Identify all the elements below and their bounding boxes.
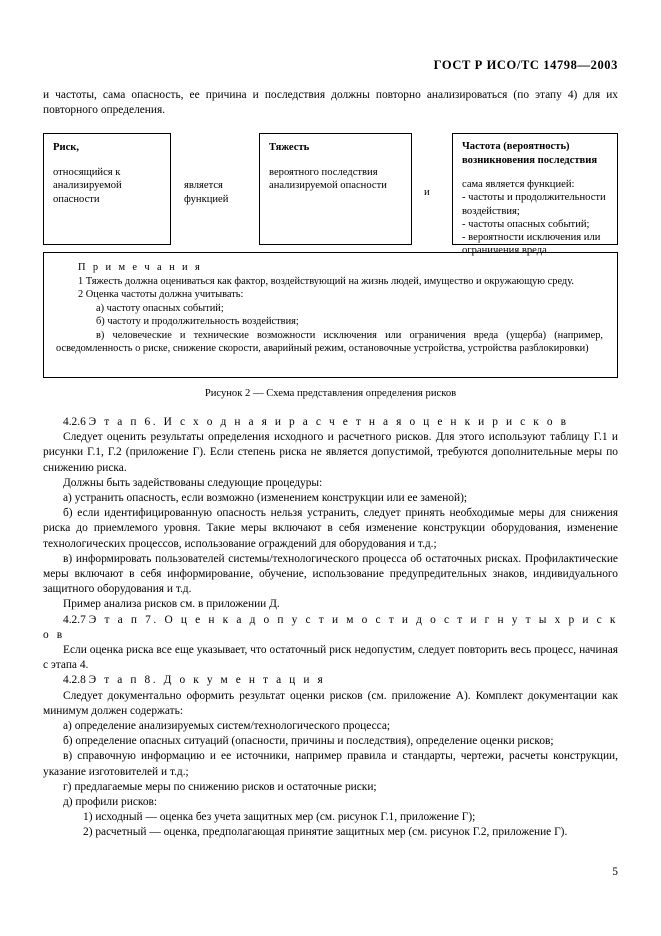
- diagram-box-severity-line-1: вероятного последствия: [269, 166, 378, 178]
- section-4-2-8-item-g: г) предлагаемые меры по снижению рисков и остаточные риски;: [63, 780, 377, 793]
- section-number-4-2-6: 4.2.6: [63, 416, 86, 428]
- section-4-2-6-paragraph-1: Следует оценить результаты определения исходного и расчетного рисков. Для этого используют таблицу Г.1 и рисунки Г.1, Г.2 (приложение Г). Если степень риска не является допустимой, требуются дополнительные меры по снижению риска.: [43, 431, 618, 474]
- section-4-2-8-subitem-2: 2) расчетный — оценка, предполагающая принятие защитных мер (см. рисунок Г.2, приложение Г).: [83, 826, 568, 839]
- diagram-box-risk-line-1: относящийся к: [53, 166, 121, 178]
- section-4-2-6-item-b: б) если идентифицированную опасность нельзя устранить, следует принять необходимые меры для снижения риска до приемлемого уровня. Такие меры включают в себя изменение конструкции оборудования, изменение технологических процессов, использование ограждений для оборудования и т.д.;: [43, 507, 618, 550]
- diagram-box-risk-line-2: анализируемой: [53, 180, 122, 192]
- note-2-item-v: в) человеческие и технические возможности исключения или ограничения вреда (ущерба) (например, осведомленность о риске, снижение скорости, аварийный режим, остановочные устройства, устройства разблокировки): [56, 329, 603, 354]
- figure-caption: Рисунок 2 — Схема представления определения рисков: [204, 388, 457, 399]
- section-heading-4-2-6: [43, 415, 618, 430]
- main-text-block: [43, 415, 618, 841]
- diagram-connector-line-1: является: [184, 180, 223, 191]
- diagram-connector-is-function: [184, 179, 254, 206]
- diagram-box-frequency: [452, 133, 618, 257]
- section-heading-4-2-8: [43, 673, 618, 688]
- section-4-2-6-paragraph-2: Должны быть задействованы следующие процедуры:: [63, 476, 323, 489]
- section-heading-4-2-7: [43, 613, 618, 643]
- page-number: 5: [612, 866, 618, 878]
- diagram-box-risk: [43, 133, 171, 245]
- diagram-box-frequency-line-1: сама является функцией:: [462, 179, 575, 191]
- note-1: 1 Тяжесть должна оцениваться как фактор, воздействующий на жизнь людей, имущество и окружающую среду.: [78, 275, 574, 287]
- section-4-2-6-item-a: а) устранить опасность, если возможно (изменением конструкции или ее заменой);: [63, 492, 468, 505]
- diagram-box-risk-line-3: опасности: [53, 193, 100, 205]
- diagram-box-frequency-line-3: воздействия;: [462, 205, 520, 217]
- note-2-item-b: б) частоту и продолжительность воздействия;: [96, 316, 299, 327]
- section-title-4-2-7: Э т а п 7. О ц е н к а д о п у с т и м о с т и д о с т и г н у т ы х р и с к о в: [43, 613, 618, 641]
- notes-title: П р и м е ч а н и я: [78, 262, 203, 273]
- note-2-lead: 2 Оценка частоты должна учитывать:: [78, 289, 244, 300]
- section-4-2-6-paragraph-3: Пример анализа рисков см. в приложении Д.: [63, 598, 280, 611]
- diagram-box-frequency-line-6: ограничения вреда: [462, 245, 547, 257]
- diagram-box-severity-line-2: анализируемой опасности: [269, 180, 387, 192]
- diagram-box-severity: [259, 133, 412, 245]
- section-title-4-2-6: Э т а п 6. И с х о д н а я и р а с ч е т н а я о ц е н к и р и с к о в: [88, 416, 569, 428]
- section-4-2-7-paragraph-1: Если оценка риска все еще указывает, что остаточный риск недопустим, следует повторить весь процесс, начиная с этапа 4.: [43, 644, 618, 672]
- diagram-connector-and: [424, 186, 446, 200]
- diagram-box-severity-title: Тяжесть: [269, 142, 310, 153]
- running-head: ГОСТ Р ИСО/ТС 14798—2003: [433, 58, 618, 72]
- section-4-2-6-item-v: в) информировать пользователей системы/технологического процесса об остаточных рисках. Профилактические меры включают в себя информирование, обучение, использование предупредительных знаков, индивидуального защитного оборудования и т.д.: [43, 552, 618, 596]
- notes-frame: [43, 252, 618, 378]
- diagram-box-risk-title: Риск,: [53, 142, 80, 153]
- section-4-2-8-paragraph-1: Следует документально оформить результат оценки рисков (см. приложение А). Комплект документации как минимум должен содержать:: [43, 689, 618, 717]
- diagram-box-frequency-title-2: возникновения последствия: [462, 154, 598, 166]
- section-4-2-8-item-b: б) определение опасных ситуаций (опасности, причины и последствия), определение оценки рисков;: [63, 735, 554, 748]
- section-title-4-2-8: Э т а п 8. Д о к у м е н т а ц и я: [88, 674, 326, 687]
- diagram-box-frequency-line-5: - вероятности исключения или: [462, 232, 601, 243]
- note-2-item-a: а) частоту опасных событий;: [96, 302, 224, 314]
- section-4-2-8-subitem-1: 1) исходный — оценка без учета защитных мер (см. рисунок Г.1, приложение Г);: [83, 811, 476, 824]
- diagram-connector-line-2: функцией: [184, 193, 229, 205]
- section-number-4-2-7: 4.2.7: [63, 613, 86, 626]
- diagram-box-frequency-line-2: - частоты и продолжительности: [462, 192, 606, 204]
- section-4-2-8-item-v: в) справочную информацию и ее источники, например правила и стандарты, чертежи, расчеты конструкции, указание изготовителей и т.д.;: [43, 750, 618, 778]
- intro-block: [43, 88, 618, 118]
- diagram-box-frequency-title-1: Частота (вероятность): [462, 141, 570, 152]
- intro-paragraph: и частоты, сама опасность, ее причина и последствия должны повторно анализироваться (по этапу 4) для их повторного определения.: [43, 89, 618, 117]
- section-4-2-8-item-a: а) определение анализируемых систем/технологического процесса;: [63, 720, 391, 733]
- diagram-connector-and-label: и: [424, 187, 430, 198]
- diagram-box-frequency-line-4: - частоты опасных событий;: [462, 218, 590, 230]
- section-number-4-2-8: 4.2.8: [63, 674, 86, 687]
- figure-risk-diagram: [43, 133, 618, 257]
- section-4-2-8-item-d: д) профили рисков:: [63, 796, 158, 809]
